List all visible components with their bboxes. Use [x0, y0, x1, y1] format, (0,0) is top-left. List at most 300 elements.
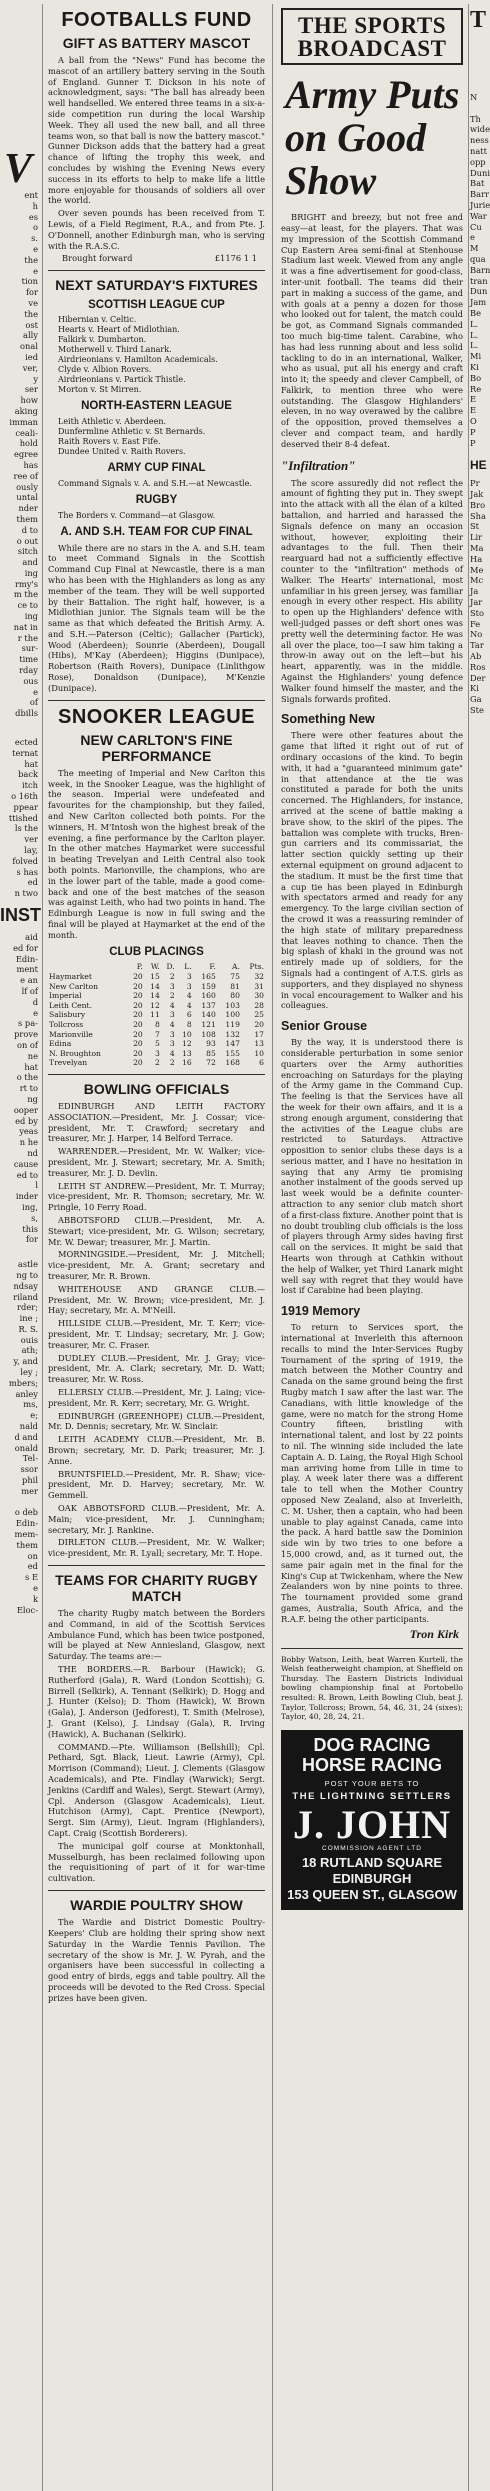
club-name-cell: Haymarket: [49, 972, 92, 981]
club-name-cell: Imperial: [49, 991, 82, 1001]
stat-cell: 3: [169, 1010, 175, 1020]
club-officials-entry: ELLERSLY CLUB.—President, Mr. J. Laing; vice-president, Mr. R. Kerr; secretary, Mr. G. Wright.: [48, 1386, 265, 1408]
article-paragraph: A ball from the "News" Fund has become the mascot of an artillery battery serving in the South of England. Gunner T. Dickson in his note of acknowledgment, says: "The ball has already been well handselled. We entered three teams in a six-a-side competition run during the local Warship Week. They all used the new ball, and all three teams won, so that ball is now the battery mascot." Gunner Dickson adds that the battery had a great chance of lifting the trophy this week, and concludes by wishing the Evening News every success in its efforts to help to make life a little more enjoyable for thousands of soldiers all over the world.: [48, 55, 265, 206]
stat-cell: 108: [201, 1029, 216, 1039]
stat-cell: 159: [201, 981, 216, 991]
club-officials-entry: HILLSIDE CLUB.—President, Mr. T. Kerr; vice-president, Mr. T. Lindsay; secretary, Mr. J. Gow; treasurer, Mr. C. Fraser.: [48, 1318, 265, 1350]
text-fragment: Ma: [470, 543, 484, 554]
competition-title: RUGBY: [135, 493, 178, 506]
text-fragment: Ros: [470, 661, 486, 672]
text-fragment: egree: [13, 449, 38, 460]
stat-cell: 13: [182, 1048, 192, 1058]
text-fragment: aking: [14, 405, 38, 416]
stat-cell: 4: [186, 1000, 192, 1010]
text-fragment: ed to: [16, 1169, 38, 1180]
fixtures-section: [48, 277, 265, 520]
section-title: NEXT SATURDAY'S FIXTURES: [55, 277, 258, 294]
text-fragment: hat: [24, 1061, 38, 1072]
text-fragment: prove: [14, 1029, 38, 1040]
club-officials-entry: ABBOTSFORD CLUB.—President, Mr. A. Stewart; vice-president, Mr. G. Wilson; secretary, Mr. W. Dewar; treasurer, Mr. J. Martin.: [48, 1215, 265, 1247]
stat-cell: 4: [169, 1000, 175, 1010]
text-fragment: for: [25, 287, 38, 298]
stat-cell: 140: [201, 1010, 216, 1020]
officials-list: [48, 1101, 265, 1559]
text-fragment: astle: [17, 1259, 38, 1270]
text-fragment: rder;: [17, 1302, 38, 1313]
text-fragment: St: [470, 521, 480, 532]
stat-cell: 31: [254, 981, 264, 991]
fixture-list: [48, 315, 265, 395]
army-article-headline: Army Puts on Good Show: [285, 72, 460, 204]
text-fragment: Jam: [470, 297, 487, 308]
text-fragment: n he: [19, 1137, 38, 1148]
stat-cell: 12: [150, 1000, 160, 1010]
text-fragment: rmy's: [14, 578, 38, 589]
fixture-list: [48, 417, 265, 457]
right-column-fragments-a: [470, 92, 488, 448]
text-fragment: ously: [16, 481, 38, 492]
results-note: Bobby Watson, Leith, beat Warren Kurtell, the Welsh featherweight champion, at Sheffield on Thursday. The Eastern Districts Individual bowling championship final at Portobello resulted: R. Brown, Leith Bowling Club, beat J. Taylor, Tollcross; Brown, 54, 46, 31, 24 (sixes); Taylor, 40, 28, 24, 21.: [281, 1654, 463, 1722]
text-fragment: ost: [25, 319, 38, 330]
stat-cell: 100: [225, 1010, 240, 1020]
article-paragraph: THE BORDERS.—R. Barbour (Hawick); G. Rutherford (Gala), R. Ward (London Scottish); G. Birrell (Selkirk), A. Tennant (Selkirk); D. Hogg and J. Hunter (Kelso); D. Thom (Hawick), W. Brown (Gala), J. Anderson (Jedforest), T. Smith (Melrose), J. Grant (Kelso), J. Lindsay (Gala), R. Irving (Hawick), A. Buchanan (Selkirk).: [48, 1664, 265, 1739]
article-paragraph: The Wardie and District Domestic Poultry-Keepers' Club are holding their spring show next Saturday in the Wardie Tennis Pavilion. The secretary of the show is Mr. J. W. Pyrah, and the organisers have been successful in collecting a good entry of birds, eggs and table poultry. All the proceeds will be devoted to the Red Cross. Special prizes have been given.: [48, 1917, 265, 2003]
ad-line: DOG RACING: [313, 1734, 431, 1755]
section-divider: [48, 270, 265, 271]
stat-cell: 85: [206, 1048, 216, 1058]
text-fragment: o out: [16, 535, 38, 546]
stat-cell: 4: [169, 1019, 175, 1029]
fixture-line: Dunfermline Athletic v. St Bernards.: [58, 427, 206, 437]
table-row: [48, 1058, 265, 1068]
text-fragment: mbers;: [8, 1377, 38, 1388]
club-officials-entry: MORNINGSIDE.—President, Mr. J. Mitchell; vice-president, Mr. A. Grant; secretary and treasurer, Mr. R. Brown.: [48, 1249, 265, 1281]
text-fragment: Th: [470, 113, 481, 124]
text-fragment: time: [19, 654, 38, 665]
text-fragment: Ab: [470, 651, 482, 662]
text-fragment: Tel-: [22, 1453, 38, 1464]
text-fragment: Edin-: [15, 1518, 38, 1529]
fixture-line: The Borders v. Command—at Glasgow.: [58, 510, 216, 520]
text-fragment: Sha: [470, 510, 486, 521]
stat-cell: 81: [230, 981, 240, 991]
text-fragment: e: [33, 243, 38, 254]
text-fragment: ternat: [12, 747, 38, 758]
text-fragment: ooper: [13, 1104, 38, 1115]
left-column-heading: INST: [0, 905, 42, 925]
article-subheading: Something New: [281, 712, 375, 727]
text-fragment: Pr: [470, 478, 480, 489]
stat-cell: 121: [201, 1019, 216, 1029]
placings-table: [48, 962, 265, 1068]
text-fragment: No: [470, 629, 483, 640]
text-fragment: h: [32, 200, 38, 211]
text-fragment: opp: [470, 156, 486, 167]
text-fragment: ley ;: [20, 1367, 38, 1378]
text-fragment: ine ;: [19, 1313, 38, 1324]
text-fragment: ed: [27, 877, 38, 888]
column-header: L.: [184, 962, 192, 972]
section-divider: [48, 1074, 265, 1075]
text-fragment: L.: [470, 340, 479, 351]
text-fragment: P: [470, 437, 476, 448]
right-column-heading: HE: [470, 458, 487, 473]
text-fragment: d to: [21, 524, 38, 535]
text-fragment: itch: [22, 780, 38, 791]
stat-cell: 10: [254, 1048, 264, 1058]
article-paragraph: COMMAND.—Pte. Williamson (Bellshill); Cpl. Pethard, Sgt. Black, Lieut. Lawrie (Army), Cpl. Morrison (Command); Lieut. J. Clements (Glasgow Academicals), and Pte. Findlay (Warwick); Sergt. Jenkins (Cardiff and Wales), Sergt. Stewart (Army), Cpl. Anderson (Glasgow Academicals), Lieut. Hutchison (Army), Capt. Prentice (Newport), Sergt. Sim (Army), Lieut. Ingram (Highlanders), Capt. Craig (Scottish Borderers).: [48, 1741, 265, 1839]
left-column-fragments-d: [0, 1259, 40, 1615]
text-fragment: yeas: [19, 1126, 38, 1137]
section-divider: [48, 1565, 265, 1566]
stat-cell: 2: [169, 1058, 175, 1068]
text-fragment: ms,: [23, 1399, 38, 1410]
stat-cell: 12: [182, 1039, 192, 1049]
club-name-cell: New Carlton: [49, 981, 98, 991]
stat-cell: 119: [225, 1019, 240, 1029]
ad-line: THE LIGHTNING SETTLERS: [292, 1791, 452, 1803]
article-subheading: "Infiltration": [281, 457, 356, 473]
text-fragment: wide: [470, 124, 490, 135]
text-fragment: nat in: [13, 621, 38, 632]
text-fragment: Ki: [470, 361, 479, 372]
stat-cell: 30: [254, 991, 264, 1001]
text-fragment: Eloc-: [16, 1604, 38, 1615]
fixture-line: Falkirk v. Dumbarton.: [58, 335, 147, 345]
text-fragment: them: [16, 1539, 38, 1550]
text-fragment: aid: [25, 932, 38, 942]
ad-line: POST YOUR BETS TO: [324, 1779, 420, 1789]
fixture-line: Leith Athletic v. Aberdeen.: [58, 417, 167, 427]
text-fragment: sitch: [17, 546, 38, 557]
text-fragment: ing: [24, 611, 38, 622]
column-header: D.: [166, 962, 175, 972]
table-title: CLUB PLACINGS: [109, 945, 204, 958]
text-fragment: L.: [470, 329, 479, 340]
article-subheadline: NEW CARLTON'S FINE PERFORMANCE: [80, 731, 233, 764]
article-subheading: 1919 Memory: [281, 1304, 361, 1319]
stat-cell: 137: [201, 1000, 216, 1010]
stat-cell: 28: [254, 1000, 264, 1010]
stat-cell: 6: [259, 1058, 264, 1068]
text-fragment: ed by: [15, 1115, 38, 1126]
text-fragment: Jak: [470, 489, 484, 500]
text-fragment: Cu: [470, 221, 482, 232]
text-fragment: e: [470, 232, 475, 243]
stat-cell: 5: [154, 1039, 160, 1049]
club-officials-entry: BRUNTSFIELD.—President, Mr. R. Shaw; vice-president, Mr. D. Harvey; secretary, Mr. W. Gemmell.: [48, 1468, 265, 1501]
text-fragment: o 16th: [11, 791, 38, 802]
stat-cell: 165: [201, 972, 216, 981]
text-fragment: r the: [17, 632, 38, 643]
text-fragment: Barr: [470, 189, 489, 200]
club-name-cell: Edina: [49, 1039, 72, 1049]
text-fragment: this: [22, 1223, 38, 1234]
fixture-line: Raith Rovers v. East Fife.: [58, 437, 161, 447]
table-row: [48, 991, 265, 1001]
text-fragment: War: [470, 210, 487, 221]
text-fragment: ppear: [13, 801, 38, 812]
fixture-line: Airdrieonians v. Partick Thistle.: [58, 375, 186, 385]
section-divider: [48, 1890, 265, 1891]
text-fragment: Lir: [470, 532, 483, 543]
club-name-cell: Leith Cent.: [49, 1000, 92, 1010]
stat-cell: 20: [133, 991, 143, 1001]
stat-cell: 155: [225, 1048, 240, 1058]
text-fragment: lf of: [21, 985, 38, 996]
text-fragment: s E: [25, 1572, 38, 1583]
stat-cell: 15: [150, 972, 160, 981]
club-placings: [48, 946, 265, 1068]
text-fragment: tran: [470, 275, 488, 286]
text-fragment: nd: [27, 1147, 38, 1158]
column-header: A.: [232, 962, 240, 972]
column-header: Pts.: [249, 962, 264, 972]
article-body: [48, 1608, 265, 1884]
text-fragment: n two: [14, 888, 38, 899]
text-fragment: l: [35, 1180, 38, 1191]
text-fragment: the: [24, 308, 38, 319]
article-headline: FOOTBALLS FUND: [61, 9, 252, 31]
club-name-cell: Tollcross: [49, 1019, 84, 1029]
text-fragment: nald: [19, 1421, 38, 1432]
text-fragment: d and: [14, 1431, 38, 1442]
text-fragment: ttished: [8, 812, 38, 823]
text-fragment: ouis: [20, 1334, 38, 1345]
text-fragment: o the: [16, 1072, 38, 1083]
column-header: P.: [136, 962, 143, 972]
stat-cell: 3: [186, 972, 192, 981]
text-fragment: d: [32, 996, 38, 1007]
table-row: [48, 982, 265, 992]
stat-cell: 103: [225, 1000, 240, 1010]
competition-title: SCOTTISH LEAGUE CUP: [88, 298, 225, 311]
text-fragment: ve: [28, 297, 38, 308]
table-row: [48, 1049, 265, 1059]
club-officials-entry: LEITH ACADEMY CLUB.—President, Mr. B. Brown; secretary, Mr. D. Park; treasurer, Mr. J. Anne.: [48, 1434, 265, 1466]
stat-cell: 147: [225, 1039, 240, 1049]
text-fragment: Ga: [470, 694, 482, 705]
stat-cell: 20: [133, 1019, 143, 1029]
fixture-line: Dundee United v. Raith Rovers.: [58, 447, 186, 457]
table-body: [48, 972, 265, 1068]
stat-cell: 8: [186, 1019, 192, 1029]
ad-address: 153 QUEEN ST., GLASGOW: [287, 1886, 457, 1902]
text-fragment: phil: [22, 1475, 38, 1486]
stat-cell: 2: [154, 1058, 160, 1068]
sports-broadcast-column: [276, 0, 466, 2491]
stat-cell: 80: [230, 991, 240, 1001]
ad-address: 18 RUTLAND SQUARE EDINBURGH: [301, 1855, 443, 1886]
column-rule: [272, 4, 273, 2491]
text-fragment: Barn: [470, 264, 490, 275]
text-fragment: ver,: [22, 362, 38, 373]
text-fragment: dbills: [15, 708, 38, 719]
club-name-cell: N. Broughton: [49, 1048, 101, 1058]
text-fragment: Ki: [470, 683, 479, 694]
article-headline: A. AND S.H. TEAM FOR CUP FINAL: [60, 525, 253, 538]
column-header: F.: [209, 962, 216, 972]
column-rule: [42, 4, 43, 2491]
footballs-fund-article: [48, 10, 265, 264]
text-fragment: hat: [24, 758, 38, 769]
fund-total-label: Brought forward: [62, 253, 133, 264]
text-fragment: rt to: [19, 1083, 38, 1094]
section-divider: [48, 700, 265, 701]
text-fragment: e;: [30, 1410, 38, 1421]
text-fragment: on of: [16, 1039, 38, 1050]
text-fragment: Bro: [470, 499, 486, 510]
text-fragment: y, and: [13, 1356, 38, 1367]
text-fragment: ree of: [13, 470, 38, 481]
table-row: [48, 1020, 265, 1030]
text-fragment: Ja: [470, 586, 479, 597]
club-officials-entry: LEITH ST ANDREW.—President, Mr. T. Murray; vice-president, Mr. R. Thomson; secretary, Mr. W. Pringle, 10 Ferry Road.: [48, 1180, 265, 1213]
text-fragment: e an: [20, 975, 38, 986]
text-fragment: the: [24, 254, 38, 265]
text-fragment: e: [33, 1007, 38, 1018]
stat-cell: 20: [133, 1010, 143, 1020]
stat-cell: 3: [169, 1039, 175, 1049]
stat-cell: 2: [169, 991, 175, 1001]
left-column-big-letter: V: [4, 146, 33, 192]
club-officials-entry: OAK ABBOTSFORD CLUB.—President, Mr. A. Main; vice-president, Mr. J. Cunningham; secretary, Mr. J. Rankine.: [48, 1502, 265, 1535]
stat-cell: 72: [206, 1058, 216, 1068]
text-fragment: for: [25, 1234, 38, 1245]
text-fragment: Dun: [470, 286, 488, 297]
stat-cell: 20: [133, 1039, 143, 1049]
section-divider: [281, 1648, 463, 1649]
ad-brand-name: J. JOHN: [292, 1802, 452, 1848]
stat-cell: 25: [254, 1010, 264, 1020]
text-fragment: ceali-: [15, 427, 38, 438]
text-fragment: cause: [13, 1158, 38, 1169]
stat-cell: 3: [169, 981, 175, 991]
text-fragment: back: [18, 769, 38, 780]
article-paragraph: The charity Rugby match between the Borders and Command, in aid of the Scottish Services Ambulance Fund, which has been twice postponed, will be played at New Anniesland, Glasgow, next Saturday. The teams are:—: [48, 1608, 265, 1662]
article-paragraph: By the way, it is understood there is considerable perturbation in some senior quarters over the Army authorities encroaching on Saturdays for the playing of the Army game in the Command Cup. The feeling is that the Services have all the week for their own affairs, and it is a strong enough argument, considering that the activities of the League clubs are restricted to Saturdays. Attractive opposition to senior clubs these days is a serious matter, and I have no hesitation in saying that any Army tie promising another instalment of the goods served up last week would be a definite counter-attraction to any senior club match short of a first-class fixture. Another point that is no doubt troubling club officials is the loss of players through Army sides having first call on the services. It might be said that Hearts won through at Cathkin without the help of Walker, yet Third Lanark might well say with regret that they would have lost if Carabine had been playing.: [281, 1037, 463, 1296]
stat-cell: 20: [133, 1029, 143, 1039]
club-officials-entry: DUDLEY CLUB.—President, Mr. J. Gray; vice-president, Mr. A. Clark; secretary, Mr. D. Watt; treasurer, Mr. W. Ross.: [48, 1352, 265, 1385]
fixture-line: Airdrieonians v. Hamilton Academicals.: [58, 355, 218, 365]
text-fragment: ous: [23, 675, 38, 686]
text-fragment: ed for: [13, 942, 38, 953]
table-row: [48, 1001, 265, 1011]
stat-cell: 93: [206, 1039, 216, 1049]
text-fragment: anley: [15, 1388, 38, 1399]
stat-cell: 8: [154, 1019, 160, 1029]
table-header-row: [48, 962, 265, 972]
text-fragment: Tar: [470, 640, 484, 651]
text-fragment: O: [470, 415, 477, 426]
text-fragment: ing: [24, 567, 38, 578]
left-column-fragments-a: [0, 190, 40, 719]
text-fragment: ment: [16, 964, 38, 975]
text-fragment: sur-: [21, 643, 38, 654]
sports-news-column: [44, 0, 269, 2491]
text-fragment: hold: [19, 438, 38, 449]
text-fragment: ls the: [14, 823, 38, 834]
text-fragment: [470, 103, 488, 114]
text-fragment: Mc: [470, 575, 484, 586]
text-fragment: ng: [27, 1093, 38, 1104]
text-fragment: ng to: [16, 1269, 38, 1280]
column-header: W.: [150, 962, 160, 972]
text-fragment: onald: [14, 1442, 38, 1453]
stat-cell: 2: [169, 972, 175, 981]
article-paragraph: The meeting of Imperial and New Carlton this week, in the Snooker League, was the highlight of the season. Imperial were undefeated and favourites for the championship, but they failed, and New Carlton collected both points. For the winners, H. M'Intosh won the highest break of the evening, a fine performance by the Carlton player. In the other matches Haymarket were successful in beating Trevelyan and Leith Central also took both points. Marionville, the champions, who are in the lower part of the table, made a good come-back and one of the best matches of the season was against Leith, who had two points in hand. The Edinburgh League is now in full swing and the final will be played at Haymarket at the end of the month.: [48, 767, 265, 940]
fixture-line: Hearts v. Heart of Midlothian.: [58, 325, 180, 335]
club-name-cell: Marionville: [49, 1029, 93, 1039]
fixture-line: Hibernian v. Celtic.: [58, 315, 137, 325]
text-fragment: e: [33, 1583, 38, 1594]
text-fragment: Der: [470, 672, 486, 683]
text-fragment: of: [29, 697, 38, 708]
text-fragment: and: [22, 557, 38, 568]
left-partial-column: [0, 0, 40, 2491]
article-paragraph: The score assuredly did not reflect the amount of fighting they put in. They swept into the attack with all the élan of a kilted battalion, and harried and harassed the Signals defence on many an occasion without, however, exploiting their advantages to the full. Then their rearguard had not a sufficiently effective counter to the "infiltration" methods of Walker. The Hearts' international, most unfamiliar in his green jersey, was familiar enough in every other respect. His ability to open up the Highlanders' defence with well-judged passes or deft short ones was pretty well the determining factor. He was all over the place, too—I saw him taking a throw-in away out on the left—but his heart, apparently, was in the middle. Against the Highlanders' young defence Walker found himself the master, and the Signals forwards profited.: [281, 477, 463, 704]
text-fragment: k: [32, 1593, 38, 1604]
competition-title: ARMY CUP FINAL: [107, 462, 206, 475]
stat-cell: 20: [133, 981, 143, 991]
text-fragment: E: [470, 394, 477, 405]
fixture-list: [48, 511, 265, 521]
fixture-line: Motherwell v. Third Lanark.: [58, 345, 172, 355]
text-fragment: ver: [24, 834, 38, 845]
text-fragment: M: [470, 243, 479, 254]
club-officials-entry: WHITEHOUSE AND GRANGE CLUB.—President, Mr. W. Brown; vice-president, Mr. J. Hay; secretary, Mr. A. M'Neill.: [48, 1283, 265, 1316]
stat-cell: 3: [169, 1029, 175, 1039]
text-fragment: Mi: [470, 351, 482, 362]
article-subheading: Senior Grouse: [281, 1019, 368, 1034]
article-paragraph: To return to Services sport, the international at Inverleith this afternoon recalls to mind the Inter-Services Rugby Tournament of the spring of 1919, the match between the Mother Country and Canada on the same ground being the first Rugby match I saw after the last war. The Canadians, with little knowledge of the game, were no match for the strong Home Country fifteen, bristling with international talent, and lost by 22 points to nil. The winning side included the late Captain A. D. Laing, the Royal High School man arriving home from Lille in time to play. A week later there was a different tale to tell when the Mother Country opposed New Zealand, also at Inverleith, C. M. Usher, then a captain, who had been unable to play against Canada, came into the pack. A hard battle saw the Dominion side win by two tries to one before a 15,000 crowd, and, as it turned out, the same pair again met in the final for the King's Cup at Twickenham, where the New Zealanders won by nine points to three. The tournament provided some grand games, Australia, South Africa, and the R.A.F. being the other participants.: [281, 1322, 463, 1624]
text-fragment: Bo: [470, 372, 482, 383]
text-fragment: P: [470, 426, 476, 437]
article-headline: TEAMS FOR CHARITY RUGBY MATCH: [55, 1571, 258, 1604]
article-headline: SNOOKER LEAGUE: [57, 705, 256, 728]
text-fragment: lay,: [24, 845, 38, 856]
stat-cell: 20: [133, 1000, 143, 1010]
stat-cell: 32: [254, 972, 264, 981]
text-fragment: Re: [470, 383, 482, 394]
club-officials-entry: DIRLETON CLUB.—President, Mr. W. Walker; vice-president, Mr. R. Lyall; secretary, Mr. T. Hope.: [48, 1537, 265, 1559]
stat-cell: 14: [150, 991, 160, 1001]
article-paragraph: While there are no stars in the A. and S.H. team to meet Command Signals in the Scottish Command Cup Final at Newcastle, there is a man who has been with the Highlanders as long as any member of the team. They will be well supported by their Battalion. The right half, however, is a Midlothian junior. The Signals team will be the same as that which defeated the British Army. A. and S.H.—Paterson (Celtic); Gallacher (Partick), Wood (Aberdeen); Sounrie (Aberdeen), Dougall (Hibs), M'Kay (Aberdeen); Higgins (Dunipace), Robertson (Raith Rovers), Dunipace (Linlithgow Rose), Donaldson (Dunipace), M'Kenzie (Dunipace).: [48, 542, 265, 693]
text-fragment: rday: [19, 665, 38, 676]
banner-line: THE SPORTS: [298, 13, 446, 38]
ad-line: HORSE RACING: [301, 1754, 442, 1775]
club-name-cell: Salisbury: [49, 1010, 86, 1020]
article-headline: WARDIE POULTRY SHOW: [70, 1897, 243, 1914]
stat-cell: 20: [133, 972, 143, 981]
stat-cell: 20: [133, 1048, 143, 1058]
text-fragment: Fe: [470, 618, 481, 629]
club-officials-entry: WARRENDER.—President, Mr. W. Walker; vice-president, Mr. J. Stewart; secretary, Mr. A. Smith; treasurer, Mr. J. D. Devlin.: [48, 1146, 265, 1178]
text-fragment: inder: [15, 1191, 38, 1202]
text-fragment: Jurie: [470, 199, 490, 210]
text-fragment: s pa-: [18, 1018, 38, 1029]
text-fragment: how: [20, 395, 38, 406]
table-row: [48, 1039, 265, 1049]
text-fragment: e: [33, 265, 38, 276]
text-fragment: ected: [14, 737, 38, 748]
club-name-cell: Trevelyan: [49, 1058, 88, 1068]
stat-cell: 10: [182, 1029, 192, 1039]
stat-cell: 75: [230, 972, 240, 981]
club-officials-entry: EDINBURGH (GREENHOPE) CLUB.—President, Mr. D. Dennis; secretary, Mr. W. Sinclair.: [48, 1410, 265, 1432]
stat-cell: 20: [133, 1058, 143, 1068]
stat-cell: 168: [225, 1058, 240, 1068]
